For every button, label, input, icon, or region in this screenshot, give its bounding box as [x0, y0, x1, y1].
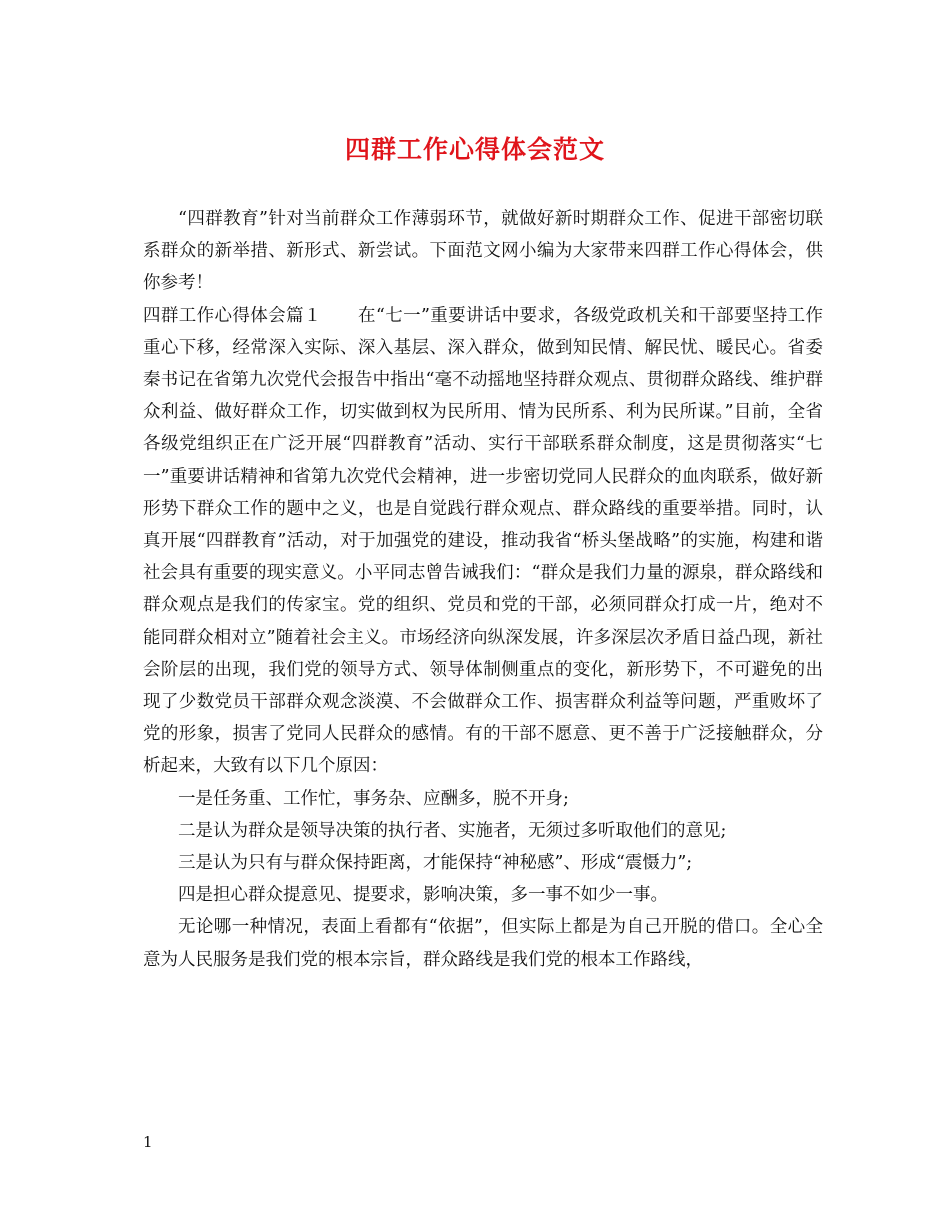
- section-heading: 四群工作心得体会篇１: [143, 305, 322, 326]
- section-paragraph: [143, 300, 823, 783]
- reason-item: 四是担心群众提意见、提要求，影响决策，多一事不如少一事。: [178, 885, 668, 906]
- page-number: 1: [143, 1133, 153, 1151]
- conclusion-paragraph: 无论哪一种情况，表面上看都有“依据”，但实际上都是为自己开脱的借口。全心全意为人民服务是我们党的根本宗旨，群众路线是我们党的根本工作路线，: [143, 917, 823, 970]
- reason-item: 二是认为群众是领导决策的执行者、实施者，无须过多听取他们的意见;: [178, 820, 727, 841]
- reason-item: 一是任务重、工作忙，事务杂、应酬多，脱不开身;: [178, 788, 569, 809]
- reason-item: 三是认为只有与群众保持距离，才能保持“神秘感”、形成“震慑力”;: [178, 853, 693, 874]
- section-body: 在“七一”重要讲话中要求，各级党政机关和干部要坚持工作重心下移，经常深入实际、深入基层、深入群众，做到知民情、解民忧、暖民心。省委秦书记在省第九次党代会报告中指出“毫不动摇地坚持群众观点、贯彻群众路线、维护群众利益、做好群众工作，切实做到权为民所用、情为民所系、利为民所谋。”目前，全省各级党组织正在广泛开展“四群教育”活动、实行干部联系群众制度，这是贯彻落实“七一”重要讲话精神和省第九次党代会精神，进一步密切党同人民群众的血肉联系，做好新形势下群众工作的题中之义，也是自觉践行群众观点、群众路线的重要举措。同时，认真开展“四群教育”活动，对于加强党的建设，推动我省“桥头堡战略”的实施，构建和谐社会具有重要的现实意义。小平同志曾告诫我们：“群众是我们力量的源泉，群众路线和群众观点是我们的传家宝。党的组织、党员和党的干部，必须同群众打成一片，绝对不能同群众相对立”随着社会主义。市场经济向纵深发展，许多深层次矛盾日益凸现，新社会阶层的出现，我们党的领导方式、领导体制侧重点的变化，新形势下，不可避免的出现了少数党员干部群众观念淡漠、不会做群众工作、损害群众利益等问题，严重败坏了党的形象，损害了党同人民群众的感情。有的干部不愿意、更不善于广泛接触群众，分析起来，大致有以下几个原因：: [143, 305, 823, 777]
- intro-paragraph: “四群教育”针对当前群众工作薄弱环节，就做好新时期群众工作、促进干部密切联系群众的新举措、新形式、新尝试。下面范文网小编为大家带来四群工作心得体会，供你参考！: [143, 209, 823, 294]
- page-title: 四群工作心得体会范文: [344, 135, 605, 164]
- document-body: [143, 203, 823, 976]
